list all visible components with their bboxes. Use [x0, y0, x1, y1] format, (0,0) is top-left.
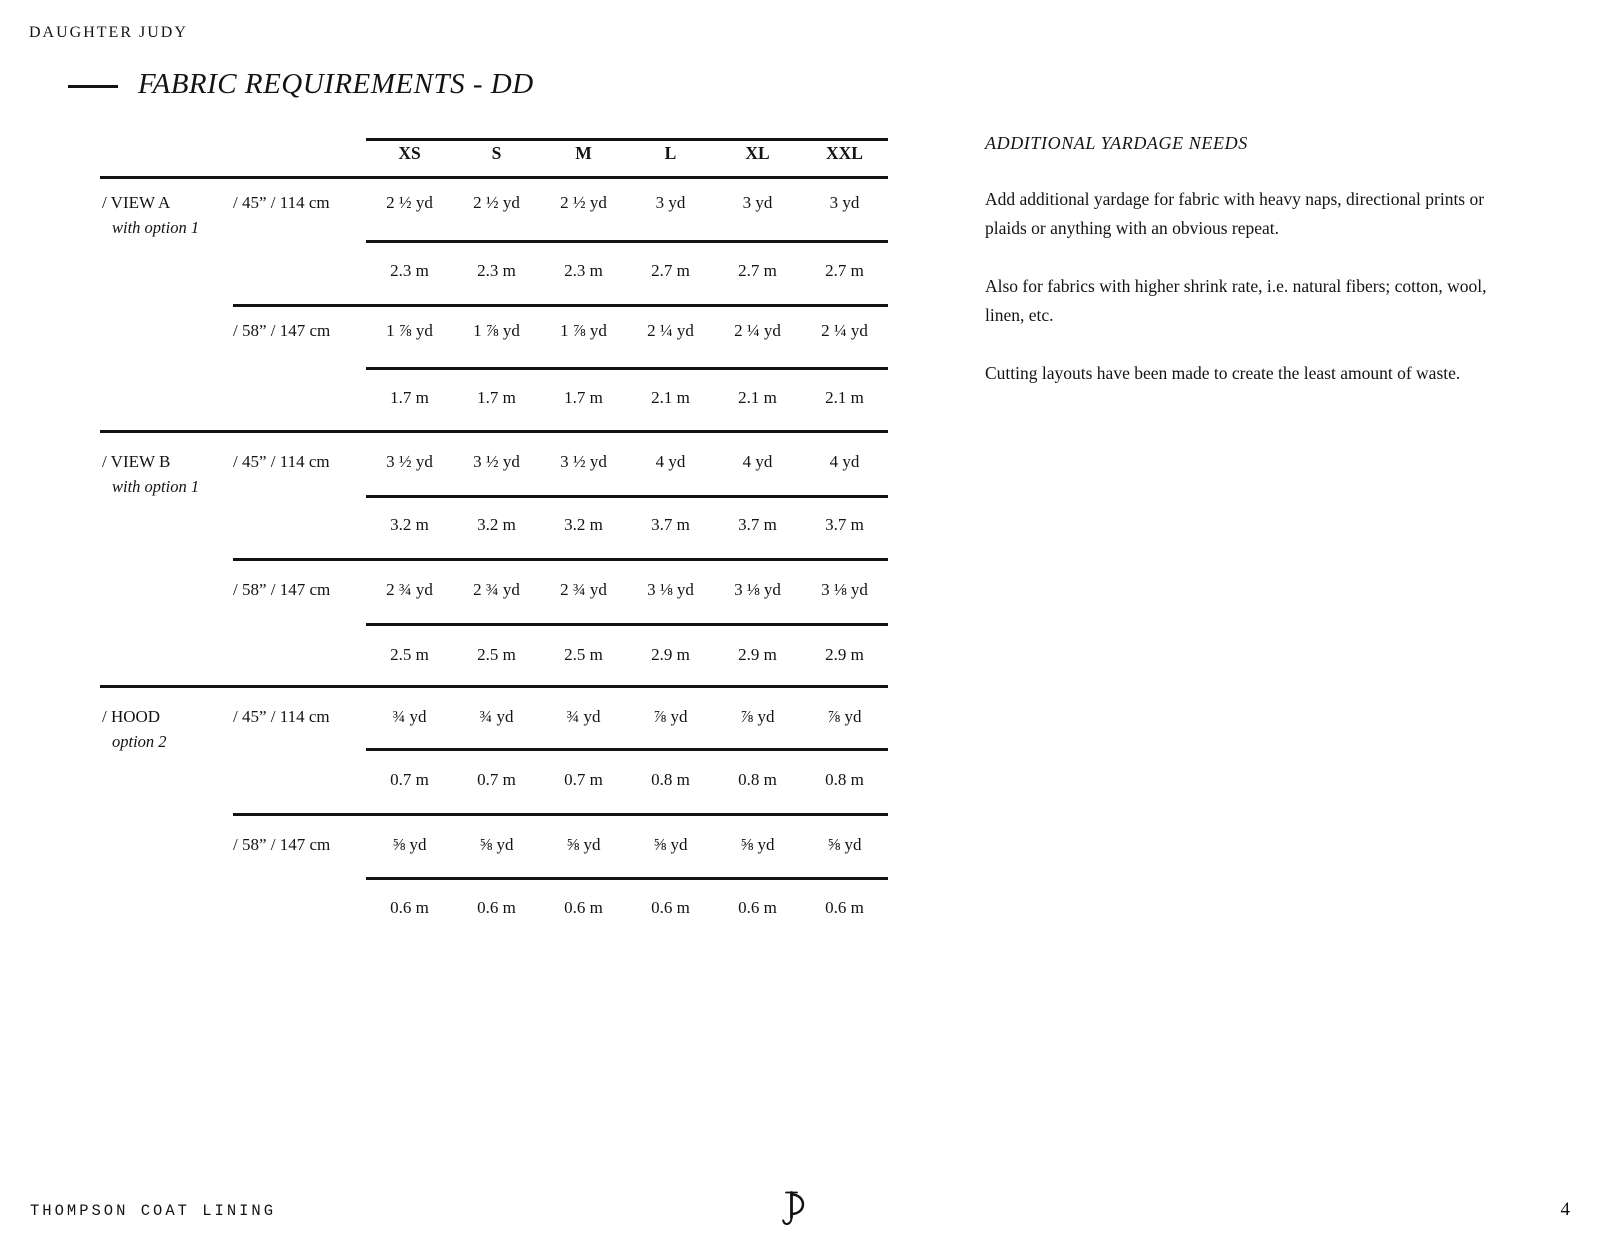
yardage-cell: 2 ½ yd — [473, 193, 520, 212]
page-number: 4 — [1560, 1199, 1570, 1220]
table-rule — [233, 558, 888, 561]
yardage-row — [366, 449, 888, 475]
meters-cell: 3.7 m — [825, 515, 864, 534]
yardage-row — [366, 832, 888, 858]
yardage-cell: ⅝ yd — [740, 835, 775, 854]
yardage-cell: 3 ½ yd — [560, 452, 607, 471]
meters-cell: 2.1 m — [651, 388, 690, 407]
yardage-cell: 3 ½ yd — [386, 452, 433, 471]
meters-cell: 0.6 m — [390, 898, 429, 917]
aside-paragraph: Also for fabrics with higher shrink rate, i.e. natural fibers; cotton, wool, linen, etc. — [985, 276, 1487, 325]
yardage-cell: ⅝ yd — [566, 835, 601, 854]
yardage-cell: ⅞ yd — [653, 707, 688, 726]
yardage-cell: 4 yd — [655, 452, 686, 471]
meters-cell: 3.7 m — [651, 515, 690, 534]
yardage-cell: 1 ⅞ yd — [473, 321, 520, 340]
meters-cell: 0.6 m — [651, 898, 690, 917]
table-rule — [233, 813, 888, 816]
meters-cell: 2.5 m — [477, 645, 516, 664]
meters-cell: 0.7 m — [564, 770, 603, 789]
view-b-label: / VIEW B — [102, 452, 171, 471]
fabric-width-label: / 58” / 147 cm — [233, 321, 331, 340]
meters-cell: 2.3 m — [390, 261, 429, 280]
meters-cell: 0.8 m — [651, 770, 690, 789]
hood-label: / HOOD — [102, 707, 161, 726]
meters-cell: 2.7 m — [738, 261, 777, 280]
yardage-cell: ¾ yd — [566, 707, 601, 726]
yardage-cell: 2 ½ yd — [560, 193, 607, 212]
yardage-cell: 3 ½ yd — [473, 452, 520, 471]
meters-row — [366, 512, 888, 538]
yardage-row — [366, 577, 888, 603]
meters-row — [366, 258, 888, 284]
meters-cell: 3.7 m — [738, 515, 777, 534]
hood-sublabel: option 2 — [112, 732, 167, 751]
yardage-cell: 2 ¼ yd — [821, 321, 868, 340]
fabric-width-label: / 45” / 114 cm — [233, 193, 330, 212]
yardage-cell: ⅝ yd — [392, 835, 427, 854]
table-rule — [366, 367, 888, 370]
yardage-cell: 3 ⅛ yd — [647, 580, 694, 599]
meters-row — [366, 767, 888, 793]
meters-cell: 2.3 m — [564, 261, 603, 280]
view-a-label: / VIEW A — [102, 193, 171, 212]
meters-cell: 2.1 m — [738, 388, 777, 407]
meters-cell: 3.2 m — [477, 515, 516, 534]
yardage-cell: ⅞ yd — [827, 707, 862, 726]
meters-row — [366, 642, 888, 668]
meters-cell: 0.6 m — [477, 898, 516, 917]
yardage-cell: ¾ yd — [392, 707, 427, 726]
fabric-width-label: / 45” / 114 cm — [233, 452, 330, 471]
aside-paragraph: Cutting layouts have been made to create the least amount of waste. — [985, 363, 1461, 383]
yardage-cell: 2 ¼ yd — [734, 321, 781, 340]
meters-cell: 0.8 m — [738, 770, 777, 789]
size-col-header: L — [664, 143, 677, 163]
meters-cell: 2.5 m — [564, 645, 603, 664]
yardage-cell: 3 yd — [829, 193, 860, 212]
brand-name: DAUGHTER JUDY — [29, 24, 188, 41]
meters-row — [366, 385, 888, 411]
meters-cell: 0.6 m — [564, 898, 603, 917]
table-rule — [366, 623, 888, 626]
meters-cell: 0.8 m — [825, 770, 864, 789]
view-b-sublabel: with option 1 — [112, 477, 200, 496]
table-rule — [100, 685, 888, 688]
meters-cell: 2.9 m — [738, 645, 777, 664]
aside-paragraph: Add additional yardage for fabric with heavy naps, directional prints or plaids or anything with an obvious repeat. — [985, 189, 1485, 238]
meters-cell: 0.6 m — [825, 898, 864, 917]
yardage-row — [366, 190, 888, 216]
meters-cell: 2.9 m — [651, 645, 690, 664]
meters-cell: 2.3 m — [477, 261, 516, 280]
fabric-width-label: / 58” / 147 cm — [233, 580, 331, 599]
yardage-cell: 1 ⅞ yd — [560, 321, 607, 340]
meters-cell: 3.2 m — [390, 515, 429, 534]
yardage-cell: 3 yd — [655, 193, 686, 212]
size-col-header: S — [491, 143, 502, 163]
yardage-cell: 2 ¾ yd — [386, 580, 433, 599]
size-col-header: M — [575, 143, 592, 163]
yardage-row — [366, 318, 888, 344]
page-title: FABRIC REQUIREMENTS - DD — [138, 68, 534, 100]
meters-row — [366, 895, 888, 921]
yardage-cell: 3 ⅛ yd — [821, 580, 868, 599]
meters-cell: 2.9 m — [825, 645, 864, 664]
fabric-requirements-table — [100, 130, 888, 930]
size-col-header: XL — [745, 143, 770, 163]
jd-monogram-logo-icon — [782, 1190, 808, 1227]
meters-cell: 2.1 m — [825, 388, 864, 407]
yardage-cell: 1 ⅞ yd — [386, 321, 433, 340]
table-rule — [233, 304, 888, 307]
yardage-cell: ⅝ yd — [653, 835, 688, 854]
table-rule — [366, 495, 888, 498]
yardage-cell: 2 ¼ yd — [647, 321, 694, 340]
yardage-cell: ⅞ yd — [740, 707, 775, 726]
yardage-cell: 3 ⅛ yd — [734, 580, 781, 599]
yardage-cell: 3 yd — [742, 193, 773, 212]
yardage-cell: ⅝ yd — [479, 835, 514, 854]
meters-cell: 0.7 m — [390, 770, 429, 789]
fabric-width-label: / 58” / 147 cm — [233, 835, 331, 854]
meters-cell: 1.7 m — [390, 388, 429, 407]
meters-cell: 0.7 m — [477, 770, 516, 789]
view-a-sublabel: with option 1 — [112, 218, 200, 237]
size-header-row — [366, 140, 888, 166]
yardage-row — [366, 704, 888, 730]
meters-cell: 1.7 m — [477, 388, 516, 407]
table-rule — [100, 430, 888, 433]
table-rule — [366, 748, 888, 751]
meters-cell: 2.7 m — [825, 261, 864, 280]
table-rule — [100, 176, 888, 179]
yardage-cell: ¾ yd — [479, 707, 514, 726]
table-rule — [366, 877, 888, 880]
yardage-cell: 2 ¾ yd — [560, 580, 607, 599]
meters-cell: 0.6 m — [738, 898, 777, 917]
meters-cell: 1.7 m — [564, 388, 603, 407]
size-col-header: XS — [398, 143, 421, 163]
meters-cell: 2.7 m — [651, 261, 690, 280]
yardage-cell: 2 ½ yd — [386, 193, 433, 212]
yardage-cell: 2 ¾ yd — [473, 580, 520, 599]
yardage-cell: 4 yd — [742, 452, 773, 471]
additional-yardage-section — [985, 132, 1511, 417]
yardage-cell: ⅝ yd — [827, 835, 862, 854]
meters-cell: 2.5 m — [390, 645, 429, 664]
aside-heading: ADDITIONAL YARDAGE NEEDS — [985, 133, 1248, 153]
title-dash-rule — [68, 85, 118, 88]
size-col-header: XXL — [826, 143, 863, 163]
meters-cell: 3.2 m — [564, 515, 603, 534]
yardage-cell: 4 yd — [829, 452, 860, 471]
fabric-width-label: / 45” / 114 cm — [233, 707, 330, 726]
table-rule — [366, 240, 888, 243]
document-title-footer: THOMPSON COAT LINING — [30, 1202, 277, 1220]
